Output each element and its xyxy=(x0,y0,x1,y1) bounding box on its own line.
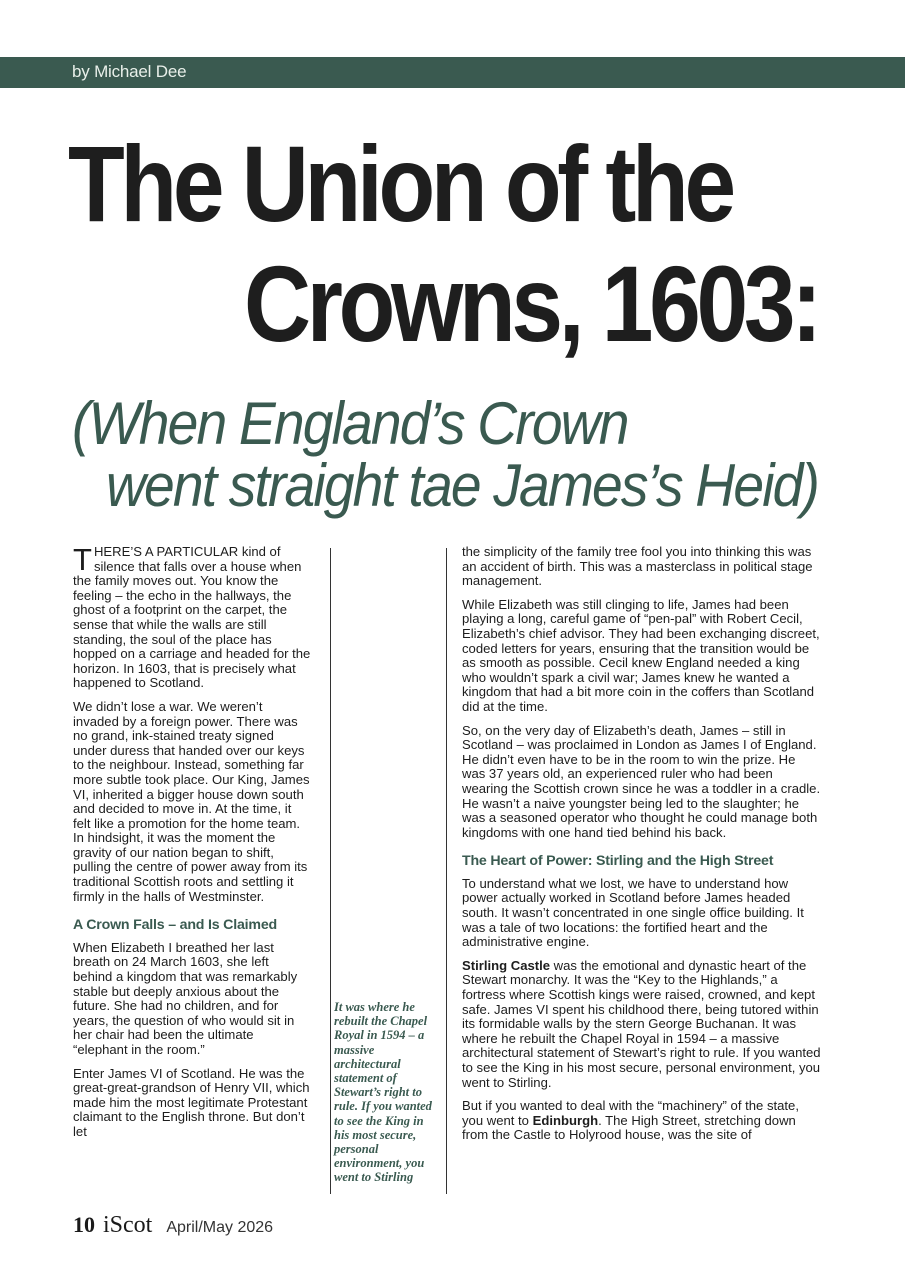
pull-quote: It was where he rebuilt the Chapel Royal in 1594 – a massive architectural statement of Stewart’s right to rule. If you wanted to see the King in his most secure, personal environment, you went to Stirling xyxy=(334,1000,432,1185)
paragraph-text: HERE’S A PARTICULAR kind of silence that falls over a house when the family moves out. You know the feeling – the echo in the hallways, the ghost of a footprint on the carpet, the sense that while the walls are still standing, the soul of the place has hopped on a carriage and headed for the horizon. In 1603, that is precisely what happened to Scotland. xyxy=(73,544,311,691)
bold-term: Stirling Castle xyxy=(462,957,551,973)
paragraph: So, on the very day of Elizabeth’s death, James – still in Scotland – was proclaimed in London as James I of England. He didn’t even have to be in the room to win the prize. He was 37 years old, an experienced ruler who had been wearing the Scottish crown since he was a toddler in a cradle. He wasn’t a naive youngster being led to the slaughter; he was a seasoned operator who thought he could manage both kingdoms with one hand tied behind his back. xyxy=(462,722,821,840)
drop-cap: T xyxy=(73,542,92,577)
column-left xyxy=(73,542,311,1149)
section-heading: The Heart of Power: Stirling and the High Street xyxy=(462,853,774,870)
column-right xyxy=(462,545,822,1152)
section-heading: A Crown Falls – and Is Claimed xyxy=(73,917,277,934)
article-title-line-2: Crowns, 1603: xyxy=(244,243,818,364)
article-subtitle-line-2: went straight tae James’s Heid) xyxy=(106,452,819,519)
article-title-line-1: The Union of the xyxy=(68,123,732,244)
article-subtitle-line-1: (When England’s Crown xyxy=(72,390,628,457)
byline: by Michael Dee xyxy=(72,62,187,81)
paragraph-text: . The High Street, stretching down from the Castle to Holyrood house, was the site of xyxy=(462,1112,796,1143)
page-number: 10 xyxy=(73,1212,95,1237)
paragraph-text: was the emotional and dynastic heart of the Stewart monarchy. It was the “Key to the Highlands,” a fortress where Scottish kings were raised, crowned, and kept safe. James VI spent his childhood there, being tutored within its formidable walls by the stern George Buchanan. It was where he rebuilt the Chapel Royal in 1594 – a massive architectural statement of Stewart’s right to rule. If you wanted to see the King in his most secure, personal environment, you went to Stirling. xyxy=(462,957,821,1090)
paragraph xyxy=(73,542,311,691)
paragraph: the simplicity of the family tree fool you into thinking this was an accident of birth. This was a masterclass in political stage management. xyxy=(462,544,813,589)
column-divider xyxy=(446,548,447,1194)
paragraph-text: But if you wanted to deal with the “machinery” of the state, you went to xyxy=(462,1098,799,1128)
page-footer xyxy=(73,1212,273,1242)
issue-date: April/May 2026 xyxy=(166,1219,274,1236)
paragraph xyxy=(462,1099,822,1143)
paragraph: While Elizabeth was still clinging to life, James had been playing a long, careful game of “pen-pal” with Robert Cecil, Elizabeth’s chief advisor. They had been exchanging discreet, coded letters for years, ensuring that the transition would be as smooth as possible. Cecil knew England needed a king who wouldn’t spark a civil war; James knew he wanted a kingdom that had a bit more coin in the coffers than Scotland did at the time. xyxy=(462,596,820,714)
paragraph: To understand what we lost, we have to understand how power actually worked in Scotland before James headed south. It wasn’t concentrated in one single office building. It was a tale of two locations: the fortified heart and the administrative engine. xyxy=(462,875,804,950)
paragraph: We didn’t lose a war. We weren’t invaded by a foreign power. There was no grand, ink-stained treaty signed under duress that handed over our keys to the neighbour. Instead, something far more subtle took place. Our King, James VI, inherited a bigger house down south and decided to move in. At the time, it felt like a promotion for the home team. In hindsight, it was the moment the gravity of our nation began to shift, pulling the centre of power away from its traditional Scottish roots and settling it firmly in the halls of Westminster. xyxy=(73,698,310,904)
header-bar xyxy=(0,57,905,88)
magazine-logo: iScot xyxy=(103,1212,153,1238)
paragraph xyxy=(462,959,822,1090)
paragraph: When Elizabeth I breathed her last breath on 24 March 1603, she left behind a kingdom that was remarkably stable but deeply anxious about the future. She had no children, and for years, the question of who would sit in her chair had been the ultimate “elephant in the room.” xyxy=(73,939,298,1057)
column-divider xyxy=(330,548,331,1194)
paragraph: Enter James VI of Scotland. He was the great-great-grandson of Henry VII, which made him the most legitimate Protestant claimant to the English throne. But don’t let xyxy=(73,1065,310,1139)
bold-term: Edinburgh xyxy=(532,1112,599,1128)
